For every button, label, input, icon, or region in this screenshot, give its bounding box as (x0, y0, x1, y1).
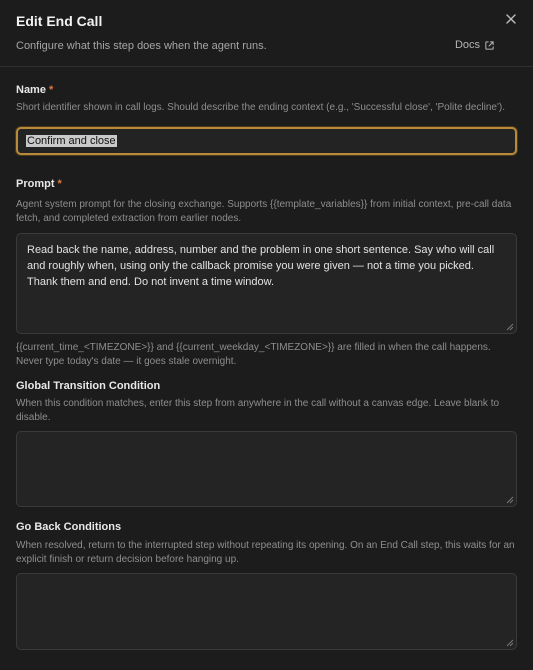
name-help: Short identifier shown in call logs. Should describe the ending context (e.g., 'Successful close', 'Polite decline'). (16, 102, 506, 113)
global-transition-section (16, 380, 517, 507)
prompt-value: Read back the name, address, number and the problem in one short sentence. Say who will call and roughly when, using only the callback promise you were given — not a time you picked. Thank them and end. Do not invent a time window. (27, 244, 495, 288)
prompt-label-text: Prompt (16, 178, 55, 190)
global-transition-value (17, 432, 516, 448)
panel-title: Edit End Call (16, 13, 103, 29)
go-back-value (17, 574, 516, 590)
required-mark: * (57, 178, 62, 190)
name-label (16, 84, 517, 96)
global-transition-textarea[interactable] (16, 431, 517, 507)
prompt-help: Agent system prompt for the closing exchange. Supports {{template_variables}} from initial context, pre-call data fetch, and completed extraction from earlier nodes. (16, 199, 512, 224)
go-back-textarea[interactable] (16, 573, 517, 650)
go-back-help: When resolved, return to the interrupted step without repeating its opening. On an End Call step, this waits for an explicit finish or return decision before hanging up. (16, 540, 515, 565)
prompt-section (16, 178, 517, 369)
close-button[interactable] (503, 11, 519, 27)
resize-handle-icon[interactable] (506, 639, 514, 647)
external-link-icon (484, 40, 495, 51)
panel-subtitle: Configure what this step does when the agent runs. (16, 40, 267, 52)
go-back-label: Go Back Conditions (16, 521, 122, 533)
prompt-variables-note: {{current_time_<TIMEZONE>}} and {{current_weekday_<TIMEZONE>}} are filled in when the call happens. Never type today's date — it goes stale overnight. (16, 342, 491, 367)
docs-link[interactable] (455, 39, 495, 51)
resize-handle-icon[interactable] (506, 323, 514, 331)
close-icon (503, 11, 519, 27)
prompt-textarea[interactable] (16, 233, 517, 334)
global-transition-help: When this condition matches, enter this step from anywhere in the call without a canvas edge. Leave blank to disable. (16, 398, 500, 423)
name-input-value: Confirm and close (27, 135, 116, 147)
panel-header (0, 0, 533, 67)
name-input[interactable] (16, 127, 517, 155)
name-section (16, 84, 517, 155)
global-transition-label: Global Transition Condition (16, 380, 161, 392)
go-back-section (16, 521, 517, 650)
resize-handle-icon[interactable] (506, 496, 514, 504)
name-label-text: Name (16, 84, 46, 96)
prompt-label (16, 178, 517, 190)
required-mark: * (48, 84, 54, 96)
docs-label: Docs (454, 39, 480, 51)
